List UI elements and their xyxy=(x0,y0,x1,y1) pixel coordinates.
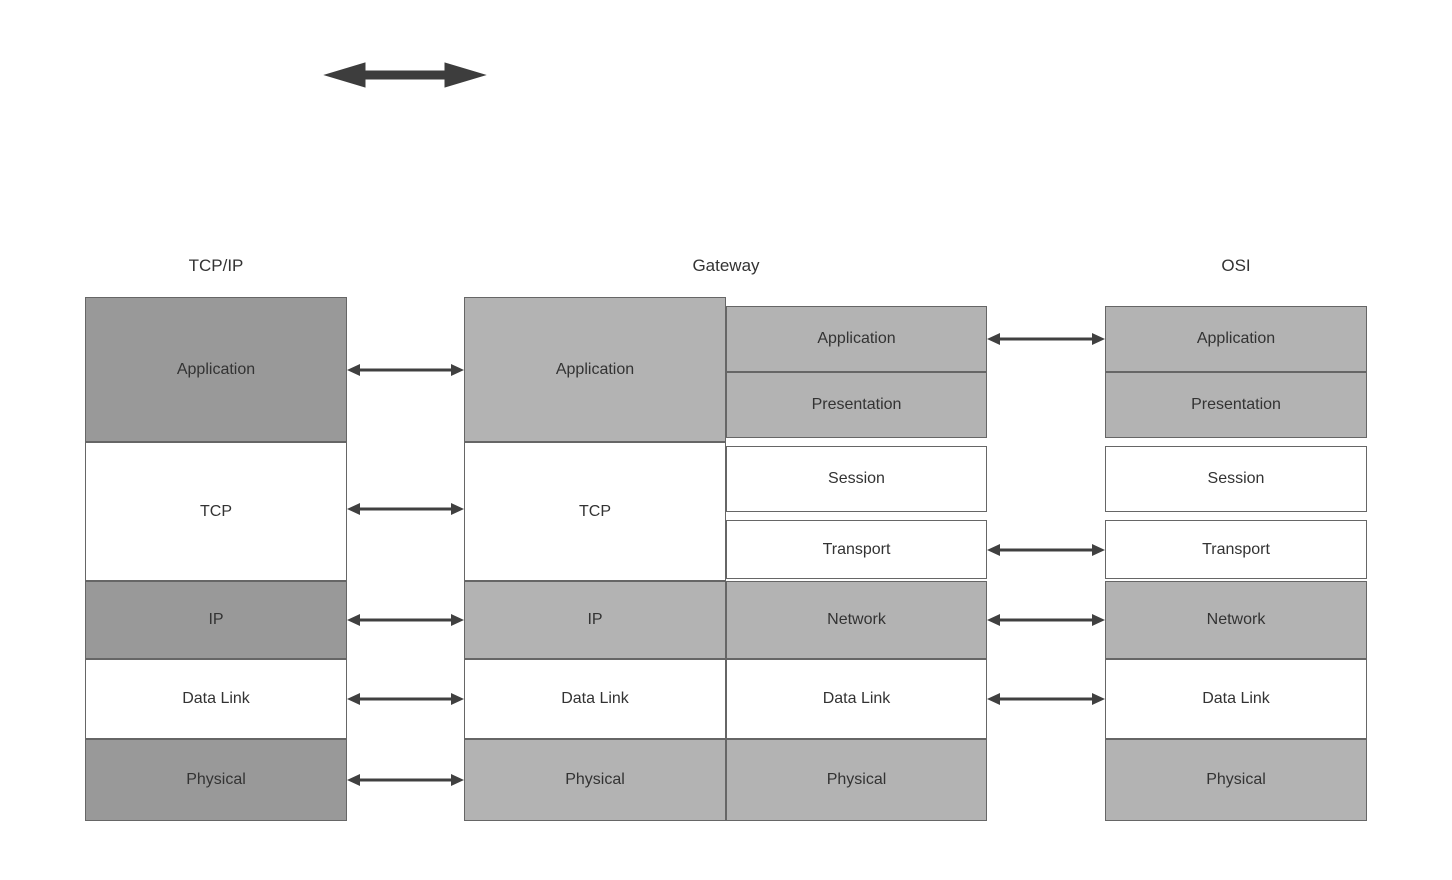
osi-layer-network[interactable] xyxy=(1105,581,1367,659)
layer-label: Transport xyxy=(822,540,891,558)
osi-layer-data-link[interactable] xyxy=(1105,659,1367,739)
layer-label: Session xyxy=(1207,470,1265,488)
arrow-osi-application xyxy=(987,327,1105,351)
arrow-tcpip-tcp xyxy=(347,497,464,521)
gateway-left-layer-tcp[interactable] xyxy=(464,442,726,581)
osi-layer-application[interactable] xyxy=(1105,306,1367,372)
column-title-tcpip: TCP/IP xyxy=(188,256,244,275)
layer-label: Data Link xyxy=(822,690,891,708)
layer-label: TCP xyxy=(200,502,232,520)
layer-label: IP xyxy=(587,611,603,629)
layer-label: IP xyxy=(208,611,224,629)
gateway-right-layer-application[interactable] xyxy=(726,306,987,372)
column-title-osi: OSI xyxy=(1221,256,1251,275)
arrow-tcpip-ip xyxy=(347,608,464,632)
arrow-osi-transport xyxy=(987,538,1105,562)
arrow-tcpip-application xyxy=(347,358,464,382)
arrow-osi-network xyxy=(987,608,1105,632)
layer-label: Physical xyxy=(565,771,625,789)
layer-label: Physical xyxy=(1206,771,1266,789)
layer-label: Data Link xyxy=(561,690,629,708)
osi-layer-physical[interactable] xyxy=(1105,739,1367,821)
tcpip-layer-physical[interactable] xyxy=(85,739,347,821)
arrow-osi-data-link xyxy=(987,687,1105,711)
layer-label: Data Link xyxy=(182,690,250,708)
osi-layer-transport[interactable] xyxy=(1105,520,1367,579)
layer-label: Physical xyxy=(826,771,887,789)
layer-label: Transport xyxy=(1202,540,1270,558)
arrow-tcpip-data-link xyxy=(347,687,464,711)
layer-label: Session xyxy=(828,470,885,488)
layer-label: Application xyxy=(1196,330,1276,348)
layer-label: Data Link xyxy=(1202,690,1270,708)
tcpip-layer-tcp[interactable] xyxy=(85,442,347,581)
top-double-arrow-icon xyxy=(325,52,485,98)
tcpip-layer-data-link[interactable] xyxy=(85,659,347,739)
layer-label: Physical xyxy=(186,771,246,789)
osi-layer-presentation[interactable] xyxy=(1105,372,1367,438)
gateway-right-layer-network[interactable] xyxy=(726,581,987,659)
column-title-gateway: Gateway xyxy=(692,256,760,275)
arrow-tcpip-physical xyxy=(347,768,464,792)
gateway-left-layer-application[interactable] xyxy=(464,297,726,442)
gateway-right-layer-presentation[interactable] xyxy=(726,372,987,438)
gateway-left-layer-data-link[interactable] xyxy=(464,659,726,739)
gateway-right-layer-session[interactable] xyxy=(726,446,987,512)
layer-label: Application xyxy=(555,360,635,378)
layer-label: TCP xyxy=(579,502,611,520)
layer-label: Application xyxy=(817,330,896,348)
tcpip-layer-application[interactable] xyxy=(85,297,347,442)
gateway-right-layer-physical[interactable] xyxy=(726,739,987,821)
layer-label: Presentation xyxy=(1191,396,1281,414)
gateway-right-layer-transport[interactable] xyxy=(726,520,987,579)
gateway-right-layer-data-link[interactable] xyxy=(726,659,987,739)
tcpip-layer-ip[interactable] xyxy=(85,581,347,659)
layer-label: Presentation xyxy=(811,396,902,414)
layer-label: Application xyxy=(176,360,256,378)
layer-label: Network xyxy=(827,611,886,629)
gateway-left-layer-ip[interactable] xyxy=(464,581,726,659)
gateway-left-layer-physical[interactable] xyxy=(464,739,726,821)
layer-label: Network xyxy=(1206,611,1266,629)
osi-layer-session[interactable] xyxy=(1105,446,1367,512)
